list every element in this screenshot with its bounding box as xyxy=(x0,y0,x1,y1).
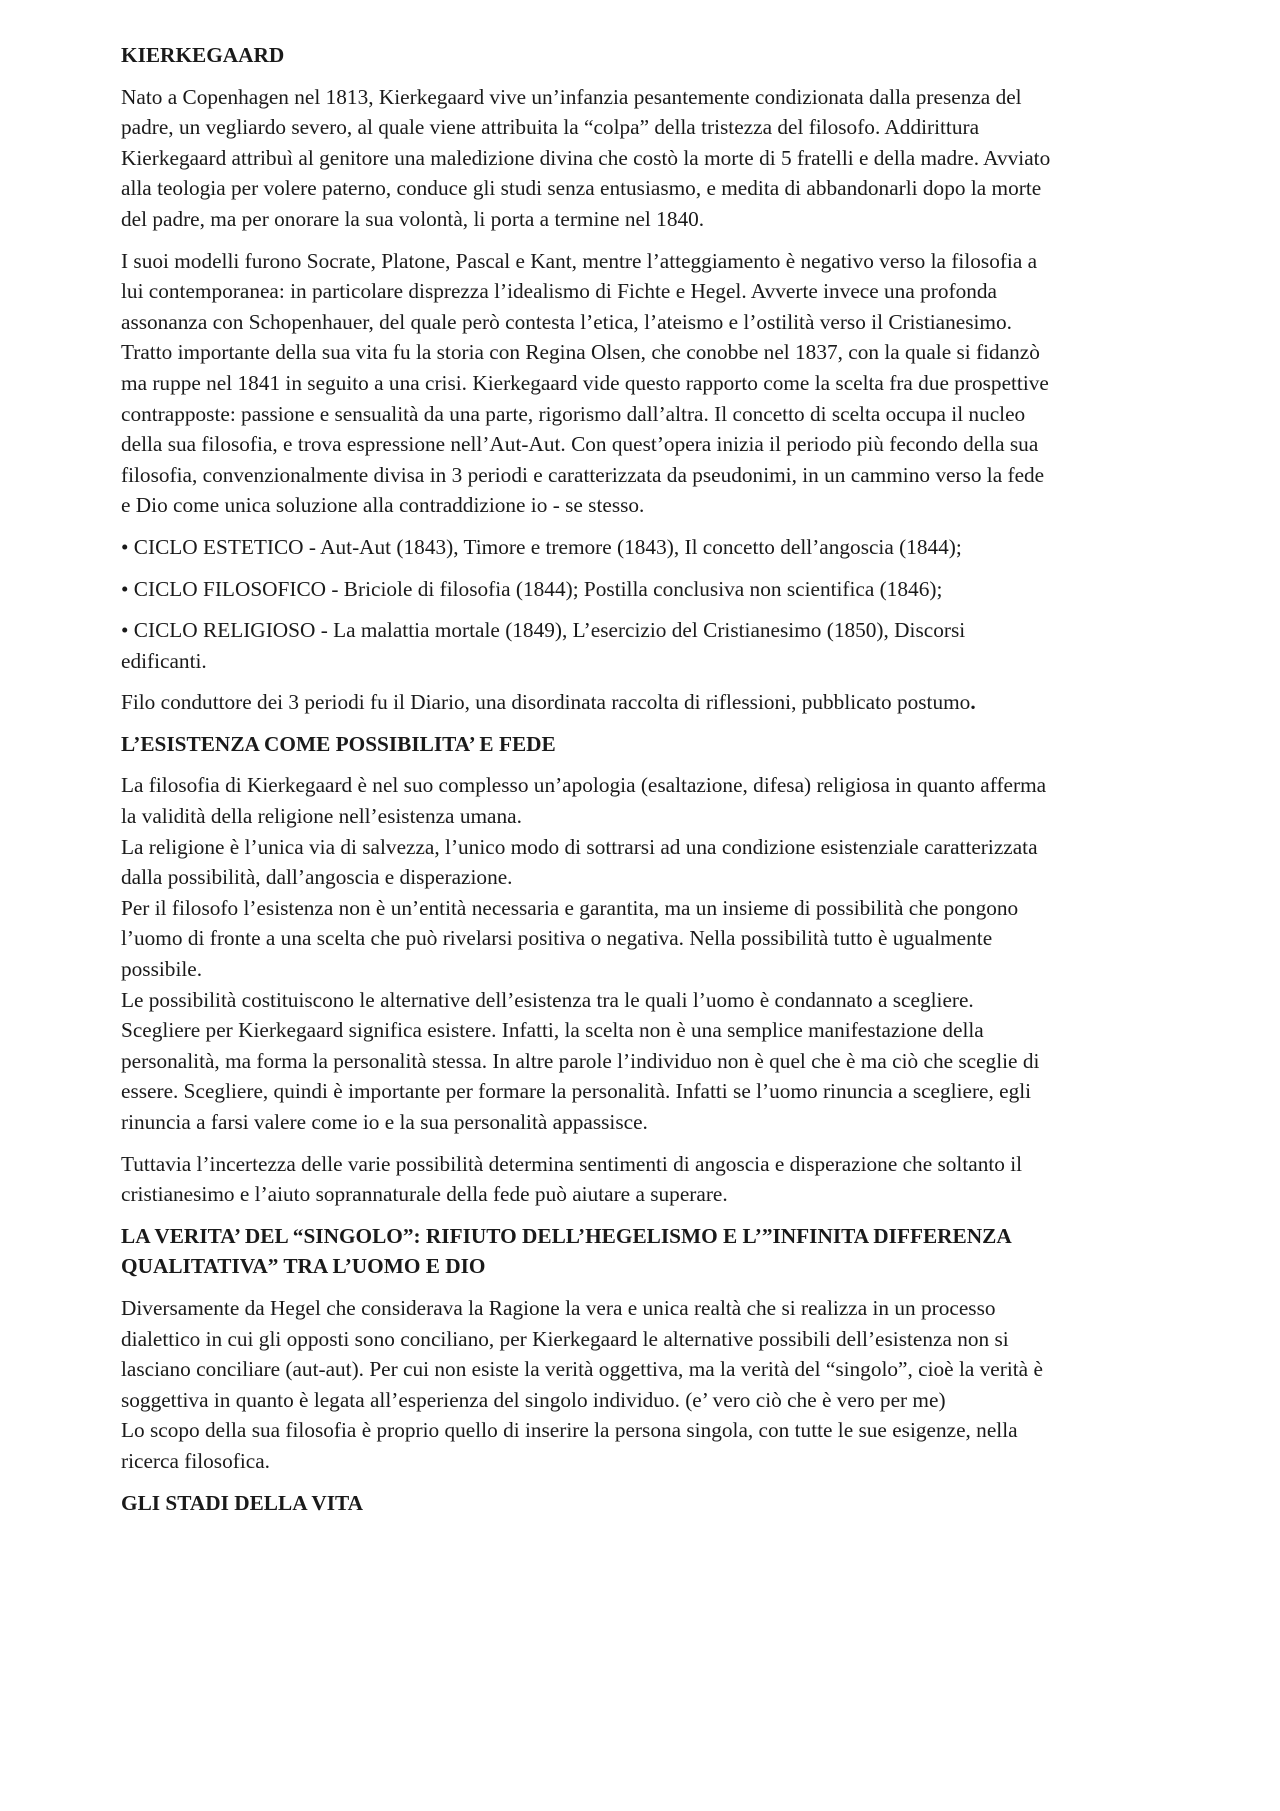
text-line: I suoi modelli furono Socrate, Platone, Pascal e Kant, mentre l’atteggiamento è negativo verso la filosofia a xyxy=(121,248,1038,273)
text-line: la validità della religione nell’esistenza umana. xyxy=(121,804,522,829)
section-heading-truth xyxy=(121,1221,1161,1282)
text-line: Lo scopo della sua filosofia è proprio quello di inserire la persona singola, con tutte le sue esigenze, nella xyxy=(121,1418,1018,1443)
uncertainty-paragraph xyxy=(121,1149,1161,1210)
text-line: e Dio come unica soluzione alla contraddizione io - se stesso. xyxy=(121,493,645,518)
text-line: alla teologia per volere paterno, conduce gli studi senza entusiasmo, e medita di abbandonarli dopo la morte xyxy=(121,176,1042,201)
existence-paragraph xyxy=(121,770,1161,1137)
text-line: l’uomo di fronte a una scelta che può rivelarsi positiva o negativa. Nella possibilità tutto è ugualmente xyxy=(121,926,993,951)
text-line: edificanti. xyxy=(121,648,207,673)
text-line: Per il filosofo l’esistenza non è un’entità necessaria e garantita, ma un insieme di possibilità che pongono xyxy=(121,895,1019,920)
diary-text: Filo conduttore dei 3 periodi fu il Diario, una disordinata raccolta di riflessioni, pubblicato postumo xyxy=(121,690,971,715)
section-heading-stages: GLI STADI DELLA VITA xyxy=(121,1490,364,1515)
text-line: rinuncia a farsi valere come io e la sua personalità appassisce. xyxy=(121,1110,648,1134)
section-heading-existence: L’ESISTENZA COME POSSIBILITA’ E FEDE xyxy=(121,731,556,756)
text-line: lasciano conciliare (aut-aut). Per cui non esiste la verità oggettiva, ma la verità del “singolo”, cioè la verità è xyxy=(121,1357,1043,1382)
text-line: Diversamente da Hegel che considerava la Ragione la vera e unica realtà che si realizza in un processo xyxy=(121,1295,996,1320)
text-line: Kierkegaard attribuì al genitore una maledizione divina che costò la morte di 5 fratelli e della madre. Avviato xyxy=(121,145,1051,170)
text-line: Tratto importante della sua vita fu la storia con Regina Olsen, che conobbe nel 1837, con la quale si fidanzò xyxy=(121,340,1040,365)
cycle-aesthetic-item xyxy=(121,532,1161,563)
document-title: KIERKEGAARD xyxy=(121,43,285,67)
heading-line: LA VERITA’ DEL “SINGOLO”: RIFIUTO DELL’HEGELISMO E L’”INFINITA DIFFERENZA xyxy=(121,1223,1012,1248)
text-line: La religione è l’unica via di salvezza, l’unico modo di sottrarsi ad una condizione esistenziale caratterizzata xyxy=(121,834,1038,859)
text-line: ma ruppe nel 1841 in seguito a una crisi. Kierkegaard vide questo rapporto come la scelta fra due prospettive xyxy=(121,370,1049,395)
text-line: La filosofia di Kierkegaard è nel suo complesso un’apologia (esaltazione, difesa) religiosa in quanto afferma xyxy=(121,773,1047,798)
heading-line: QUALITATIVA” TRA L’UOMO E DIO xyxy=(121,1254,486,1279)
diary-paragraph xyxy=(121,687,1161,718)
text-line: ricerca filosofica. xyxy=(121,1448,270,1473)
text-line: Nato a Copenhagen nel 1813, Kierkegaard vive un’infanzia pesantemente condizionata dalla presenza del xyxy=(121,84,1022,109)
text-line: cristianesimo e l’aiuto soprannaturale della fede può aiutare a superare. xyxy=(121,1182,728,1207)
text-line: padre, un vegliardo severo, al quale viene attribuita la “colpa” della tristezza del filosofo. Addirittura xyxy=(121,115,980,140)
text-line: • CICLO FILOSOFICO - Briciole di filosofia (1844); Postilla conclusiva non scientifica (1846); xyxy=(121,576,943,601)
text-line: lui contemporanea: in particolare disprezza l’idealismo di Fichte e Hegel. Avverte invece una profonda xyxy=(121,279,997,304)
text-line: Le possibilità costituiscono le alternative dell’esistenza tra le quali l’uomo è condannato a scegliere. xyxy=(121,987,974,1012)
cycle-philosophical-item xyxy=(121,574,1161,605)
text-line: soggettiva in quanto è legata all’esperienza del singolo individuo. (e’ vero ciò che è vero per me) xyxy=(121,1387,946,1412)
text-line: dalla possibilità, dall’angoscia e disperazione. xyxy=(121,865,513,890)
text-line: dialettico in cui gli opposti sono conciliano, per Kierkegaard le alternative possibili dell’esistenza non si xyxy=(121,1326,1009,1351)
text-line: essere. Scegliere, quindi è importante per formare la personalità. Infatti se l’uomo rinuncia a scegliere, egli xyxy=(121,1079,1032,1104)
text-line: filosofia, convenzionalmente divisa in 3 periodi e caratterizzata da pseudonimi, in un cammino verso la fede xyxy=(121,462,1045,487)
diary-period: . xyxy=(970,690,976,715)
text-line: • CICLO ESTETICO - Aut-Aut (1843), Timore e tremore (1843), Il concetto dell’angoscia (1844); xyxy=(121,534,962,559)
cycle-religious-item xyxy=(121,615,1161,676)
text-line xyxy=(121,687,1161,718)
text-line: Scegliere per Kierkegaard significa esistere. Infatti, la scelta non è una semplice manifestazione della xyxy=(121,1018,984,1043)
document-page xyxy=(121,40,1161,1529)
text-line: • CICLO RELIGIOSO - La malattia mortale (1849), L’esercizio del Cristianesimo (1850), Discorsi xyxy=(121,618,966,643)
text-line: del padre, ma per onorare la sua volontà, li porta a termine nel 1840. xyxy=(121,206,705,231)
intro-paragraph xyxy=(121,82,1161,235)
text-line: della sua filosofia, e trova espressione nell’Aut-Aut. Con quest’opera inizia il periodo più fecondo della sua xyxy=(121,432,1039,457)
models-paragraph xyxy=(121,246,1161,521)
text-line: assonanza con Schopenhauer, del quale però contesta l’etica, l’ateismo e l’ostilità verso il Cristianesimo. xyxy=(121,309,1012,334)
text-line: possibile. xyxy=(121,957,203,982)
text-line: Tuttavia l’incertezza delle varie possibilità determina sentimenti di angoscia e disperazione che soltanto il xyxy=(121,1151,1023,1176)
text-line: personalità, ma forma la personalità stessa. In altre parole l’individuo non è quel che è ma ciò che sceglie di xyxy=(121,1048,1040,1073)
truth-paragraph xyxy=(121,1293,1161,1477)
text-line: contrapposte: passione e sensualità da una parte, rigorismo dall’altra. Il concetto di scelta occupa il nucleo xyxy=(121,401,1026,426)
